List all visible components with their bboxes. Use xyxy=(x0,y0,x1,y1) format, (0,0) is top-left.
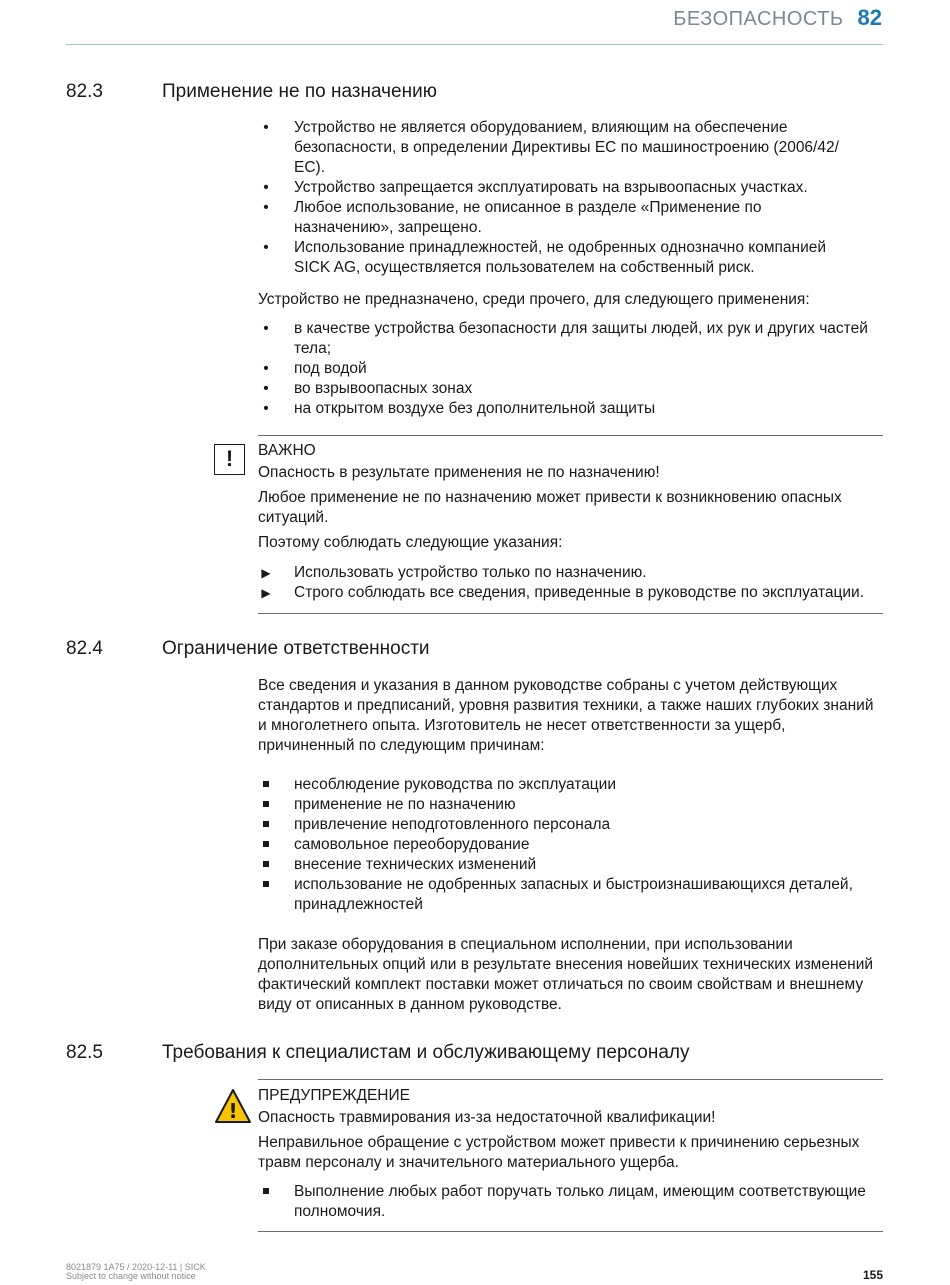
section-title: Применение не по назначению xyxy=(162,81,437,102)
section-number: 82.5 xyxy=(66,1042,103,1063)
warning-triangle-icon xyxy=(214,1088,252,1124)
list-item: использование не одобренных запасных и быстроизнашивающихся деталей, принадлежностей xyxy=(258,875,883,915)
paragraph: Все сведения и указания в данном руководстве собраны с учетом действующих стандартов и предписаний, уровня развития техники, а также наших глубоких знаний и многолетнего опыта. Изготовитель не несет ответственности за ущерб, причиненный по следующим причинам: xyxy=(258,677,874,754)
notice-label: ПРЕДУПРЕЖДЕНИЕ xyxy=(258,1087,410,1104)
list-item: применение не по назначению xyxy=(258,795,883,815)
list-item: • Устройство запрещается эксплуатировать на взрывоопасных участках. xyxy=(263,179,808,196)
list-item: • во взрывоопасных зонах xyxy=(263,380,473,397)
notice-bottom-rule xyxy=(258,613,883,614)
liability-causes-list xyxy=(258,775,883,915)
footer-disclaimer: Subject to change without notice xyxy=(66,1271,196,1281)
header-section-title: БЕЗОПАСНОСТЬ xyxy=(673,8,844,30)
notice-text: Любое применение не по назначению может привести к возникновению опасных ситуаций. xyxy=(258,489,842,526)
list-item: внесение технических изменений xyxy=(258,855,883,875)
section-number: 82.4 xyxy=(66,638,103,659)
misuse-list xyxy=(258,118,883,278)
list-item: • под водой xyxy=(263,360,367,377)
page-header xyxy=(673,5,882,30)
section-title: Ограничение ответственности xyxy=(162,638,430,659)
header-divider xyxy=(66,44,883,45)
notice-top-rule xyxy=(258,435,883,436)
list-item: привлечение неподготовленного персонала xyxy=(258,815,883,835)
list-item: несоблюдение руководства по эксплуатации xyxy=(258,775,883,795)
paragraph: Устройство не предназначено, среди прочего, для следующего применения: xyxy=(258,291,810,308)
list-item: • Использование принадлежностей, не одобренных однозначно компанией SICK AG, осуществляется пользователем на собственный риск. xyxy=(263,239,827,276)
important-exclamation-icon: ! xyxy=(214,444,245,475)
page-number: 155 xyxy=(862,1268,883,1282)
list-item: • Любое использование, не описанное в разделе «Применение по назначению», запрещено. xyxy=(263,199,762,236)
warning-notice xyxy=(258,1086,883,1222)
list-item: • Устройство не является оборудованием, влияющим на обеспечение безопасности, в определении Директивы ЕС по машиностроению (2006/42/ЕС). xyxy=(263,119,839,176)
list-item: ▶ Строго соблюдать все сведения, приведенные в руководстве по эксплуатации. xyxy=(258,583,883,603)
arrow-icon xyxy=(260,563,272,583)
arrow-icon xyxy=(260,583,272,603)
list-item: ▶ Использовать устройство только по назначению. xyxy=(258,563,883,583)
notice-text: Неправильное обращение с устройством может привести к причинению серьезных травм персоналу и значительного материального ущерба. xyxy=(258,1134,860,1171)
section-title: Требования к специалистам и обслуживающему персоналу xyxy=(162,1042,690,1063)
list-item: • в качестве устройства безопасности для защиты людей, их рук и других частей тела; xyxy=(263,320,868,357)
paragraph: При заказе оборудования в специальном исполнении, при использовании дополнительных опций или в результате внесения новейших технических изменений фактический комплект поставки может отличаться по своим свойствам и внешнему виду от описанных в данном руководстве. xyxy=(258,936,874,1013)
notice-headline: Опасность травмирования из-за недостаточной квалификации! xyxy=(258,1109,716,1126)
svg-text:!: ! xyxy=(228,1099,238,1123)
footer-doc-line: 8021879 1A75 / 2020-12-11 | SICK xyxy=(66,1262,206,1272)
not-intended-list xyxy=(258,319,883,419)
header-chapter-number: 82 xyxy=(857,5,882,30)
notice-top-rule xyxy=(258,1079,883,1080)
footer-doc-info xyxy=(66,1263,206,1281)
list-item: • на открытом воздухе без дополнительной защиты xyxy=(263,400,656,417)
notice-headline: Опасность в результате применения не по назначению! xyxy=(258,464,660,481)
list-item: самовольное переоборудование xyxy=(258,835,883,855)
notice-text: Поэтому соблюдать следующие указания: xyxy=(258,534,563,551)
list-item: Выполнение любых работ поручать только лицам, имеющим соответствующие полномочия. xyxy=(258,1182,883,1222)
section-number: 82.3 xyxy=(66,81,103,102)
notice-bottom-rule xyxy=(258,1231,883,1232)
notice-label: ВАЖНО xyxy=(258,442,316,459)
important-notice xyxy=(258,441,883,603)
